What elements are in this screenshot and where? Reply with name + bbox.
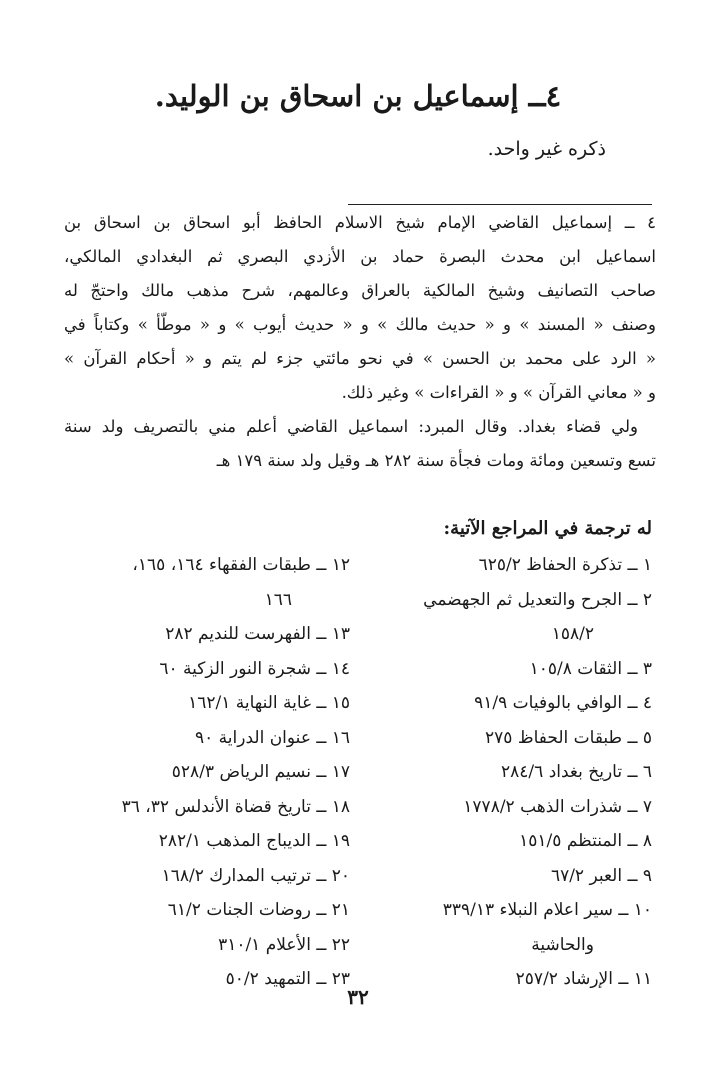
reference-item bbox=[60, 652, 350, 687]
reference-continuation: ١٥٨/٢ bbox=[551, 624, 594, 644]
reference-item bbox=[60, 893, 350, 928]
reference-text: ٨ ــ المنتظم ١٥١/٥ bbox=[519, 831, 652, 851]
reference-continuation: والحاشية bbox=[531, 934, 594, 955]
reference-continuation: ١٦٦ bbox=[264, 589, 292, 610]
references-left-column bbox=[60, 548, 350, 997]
reference-item bbox=[60, 928, 350, 963]
reference-item bbox=[60, 548, 350, 617]
reference-text: ١٠ ــ سير اعلام النبلاء ٣٣٩/١٣ bbox=[442, 900, 652, 920]
reference-item bbox=[352, 721, 652, 756]
reference-item bbox=[352, 583, 652, 652]
entry-title: ٤ــ إسماعيل بن اسحاق بن الوليد. bbox=[154, 79, 562, 113]
reference-item bbox=[352, 790, 652, 825]
reference-text: ١٤ ــ شجرة النور الزكية ٦٠ bbox=[159, 658, 350, 679]
reference-item bbox=[60, 686, 350, 721]
reference-text: ٥ ــ طبقات الحفاظ ٢٧٥ bbox=[485, 727, 652, 748]
reference-item bbox=[352, 859, 652, 894]
footnote-divider bbox=[348, 204, 652, 205]
reference-text: ٢٢ ــ الأعلام ٣١٠/١ bbox=[218, 934, 350, 955]
mention-line: ذكره غير واحد. bbox=[487, 138, 606, 160]
references-heading: له ترجمة في المراجع الآتية: bbox=[443, 518, 652, 539]
reference-text: ١٣ ــ الفهرست للنديم ٢٨٢ bbox=[165, 624, 350, 644]
reference-text: ٢٣ ــ التمهيد ٥٠/٢ bbox=[225, 969, 350, 989]
reference-text: ٩ ــ العبر ٦٧/٢ bbox=[550, 865, 652, 886]
reference-text: ١١ ــ الإرشاد ٢٥٧/٢ bbox=[515, 969, 652, 989]
reference-text: ٢١ ــ روضات الجنات ٦١/٢ bbox=[167, 900, 350, 920]
reference-text: ٢ ــ الجرح والتعديل ثم الجهضمي bbox=[423, 589, 652, 610]
page-number: ٣٢ bbox=[347, 985, 369, 1009]
reference-item bbox=[60, 721, 350, 756]
reference-text: ١٩ ــ الديباج المذهب ٢٨٢/١ bbox=[158, 831, 350, 851]
reference-item bbox=[60, 617, 350, 652]
reference-text: ٧ ــ شذرات الذهب ١٧٧٨/٢ bbox=[463, 796, 652, 817]
bio-line: اسماعيل ابن محدث البصرة حماد بن الأزدي البصري ثم البغدادي المالكي، bbox=[64, 247, 656, 266]
reference-item bbox=[352, 893, 652, 962]
reference-text: ١٥ ــ غاية النهاية ١٦٢/١ bbox=[188, 693, 350, 713]
reference-text: ١٢ ــ طبقات الفقهاء ١٦٤، ١٦٥، bbox=[132, 555, 350, 575]
reference-item bbox=[352, 548, 652, 583]
references-right-column bbox=[352, 548, 652, 997]
reference-text: ١٧ ــ نسيم الرياض ٥٢٨/٣ bbox=[171, 762, 350, 782]
reference-text: ١٨ ــ تاريخ قضاة الأندلس ٣٢، ٣٦ bbox=[121, 796, 350, 817]
bio-line: صاحب التصانيف وشيخ المالكية بالعراق وعالمهم، شرح مذهب مالك واحتجّ له bbox=[64, 281, 656, 300]
reference-item bbox=[60, 859, 350, 894]
reference-item bbox=[60, 824, 350, 859]
reference-item bbox=[60, 755, 350, 790]
bio-line: « الرد على محمد بن الحسن » في نحو مائتي جزء لم يتم و « أحكام القرآن » bbox=[64, 349, 656, 368]
reference-text: ٤ ــ الوافي بالوفيات ٩١/٩ bbox=[474, 693, 652, 713]
bio-line: و « معاني القرآن » و « القراءات » وغير ذلك. bbox=[341, 383, 656, 402]
bio-line: ٤ ــ إسماعيل القاضي الإمام شيخ الاسلام الحافظ أبو اسحاق بن اسحاق بن bbox=[64, 213, 656, 232]
bio-line: وصنف « المسند » و « حديث مالك » و « حديث أيوب » و « موطّأ » وكتاباً في bbox=[64, 315, 656, 334]
biography-block bbox=[64, 206, 656, 478]
bio-line: تسع وتسعين ومائة ومات فجأة سنة ٢٨٢ هـ وقيل ولد سنة ١٧٩ هـ bbox=[216, 451, 656, 470]
reference-item bbox=[352, 686, 652, 721]
reference-text: ١ ــ تذكرة الحفاظ ٦٢٥/٢ bbox=[478, 555, 652, 575]
bio-line: ولي قضاء بغداد. وقال المبرد: اسماعيل القاضي أعلم مني بالتصريف ولد سنة bbox=[64, 417, 638, 436]
reference-item bbox=[352, 652, 652, 687]
reference-text: ١٦ ــ عنوان الدراية ٩٠ bbox=[195, 727, 350, 748]
reference-text: ٦ ــ تاريخ بغداد ٢٨٤/٦ bbox=[501, 762, 652, 782]
reference-item bbox=[352, 755, 652, 790]
reference-text: ٢٠ ــ ترتيب المدارك ١٦٨/٢ bbox=[161, 865, 350, 886]
reference-item bbox=[352, 824, 652, 859]
reference-item bbox=[60, 790, 350, 825]
reference-text: ٣ ــ الثقات ١٠٥/٨ bbox=[529, 658, 652, 679]
